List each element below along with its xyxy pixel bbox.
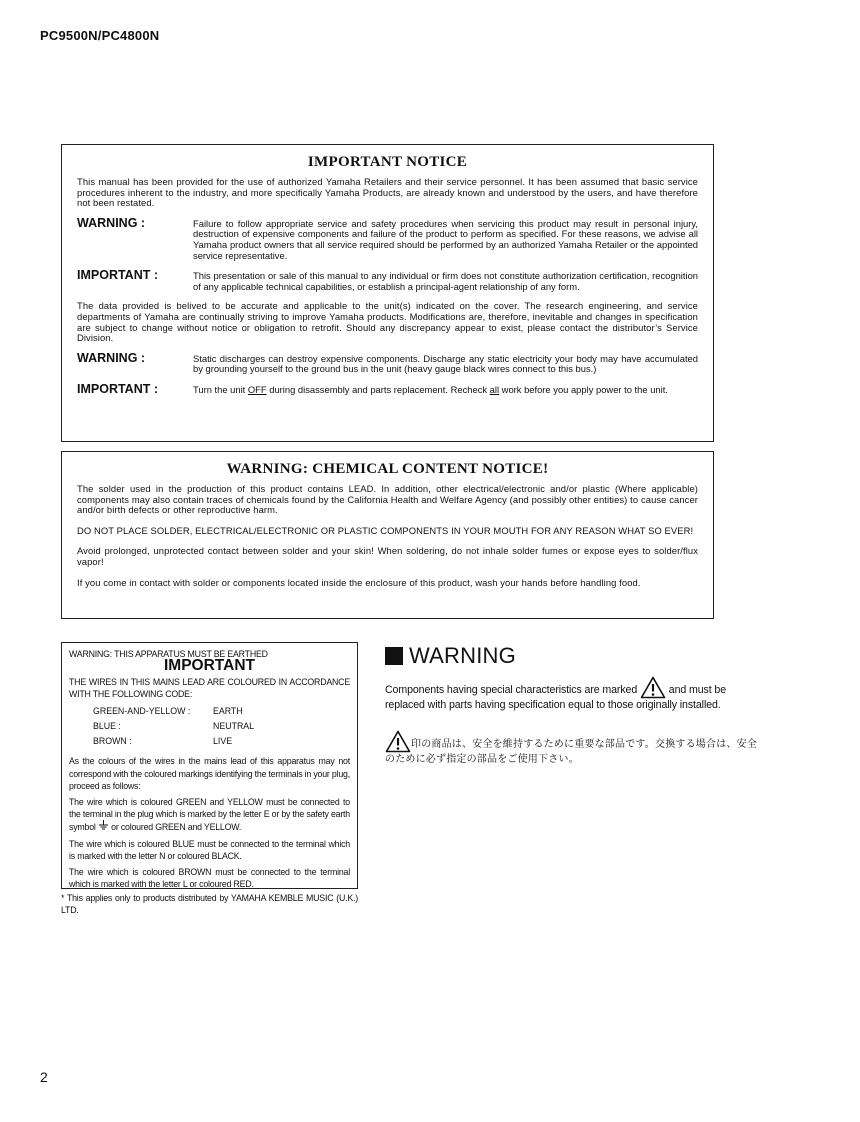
all-word: all <box>489 383 500 395</box>
text-part: during disassembly and parts replacement. Recheck <box>266 383 490 395</box>
earthed-paragraph-4: The wire which is coloured BROWN must be connected to the terminal which is marked with the letter L or coloured RED. <box>69 867 350 890</box>
chemical-paragraph-3: Avoid prolonged, unprotected contact between solder and your skin! When soldering, do not inhale solder fumes or expose eyes to solder/flux vapor! <box>77 545 698 567</box>
notice-intro: This manual has been provided for the use of authorized Yamaha Retailers and their service personnel. It has been assumed that basic service procedures inherent to the industry, and more specifically Yamaha Products, are already known and understood by the users, and have therefore not been restated. <box>77 176 698 209</box>
warning-title: WARNING <box>409 643 516 668</box>
footnote: * This applies only to products distributed by YAMAHA KEMBLE MUSIC (U.K.) LTD. <box>61 893 358 915</box>
chemical-title: WARNING: CHEMICAL CONTENT NOTICE! <box>226 461 549 477</box>
text-part: Components having special characteristics are marked <box>385 684 640 696</box>
special-parts-warning <box>385 644 765 767</box>
warning-label: WARNING : <box>77 215 146 230</box>
earthed-paragraph-2 <box>69 796 350 834</box>
earthed-paragraph-3: The wire which is coloured BLUE must be connected to the terminal which is marked with the letter N or coloured BLACK. <box>69 838 350 861</box>
wire-code-row <box>93 736 350 751</box>
earthed-paragraph-1: As the colours of the wires in the mains lead of this apparatus may not correspond with the coloured markings identifying the terminals in your plug, proceed as follows: <box>69 756 350 791</box>
notice-warning-1 <box>77 217 698 261</box>
warning-text: Failure to follow appropriate service and safety procedures when servicing this product may result in personal injury, destruction of expensive components and failure of the product to perform as specified. For these reasons, we advise all Yamaha product owners that all service required should be performed by an authorized Yamaha Retailer or the appointed service representative. <box>193 217 698 261</box>
wire-meaning: NEUTRAL <box>213 721 255 732</box>
chemical-notice-box <box>61 451 714 619</box>
wire-code-intro: THE WIRES IN THIS MAINS LEAD ARE COLOURED IN ACCORDANCE WITH THE FOLLOWING CODE: <box>69 677 350 700</box>
wire-code-list <box>93 706 350 751</box>
warning-triangle-icon <box>640 676 666 699</box>
notice-warning-2 <box>77 352 698 375</box>
text-part: or coloured GREEN and YELLOW. <box>108 822 242 833</box>
chemical-paragraph-2: DO NOT PLACE SOLDER, ELECTRICAL/ELECTRONIC OR PLASTIC COMPONENTS IN YOUR MOUTH FOR ANY REASON WHAT SO EVER! <box>77 524 694 536</box>
wire-code-row <box>93 706 350 721</box>
earth-ground-icon <box>98 820 109 830</box>
wire-color: BROWN : <box>93 736 132 747</box>
notice-important-2 <box>77 383 698 396</box>
notice-important-1 <box>77 269 698 292</box>
wire-meaning: EARTH <box>213 706 243 717</box>
page-number: 2 <box>40 1069 48 1085</box>
notice-data-paragraph: The data provided is belived to be accurate and applicable to the unit(s) indicated on the cover. The research engineering, and service departments of Yamaha are continually striving to improve Yamaha products. Modifications are, therefore, inevitable and changes in specification are subject to change without notice or obligation to retrofit. Should any discrepancy appear to exist, please contact the distributor’s Service Division. <box>77 300 698 344</box>
warning-japanese-text <box>385 730 765 767</box>
earthed-heading: WARNING: THIS APPARATUS MUST BE EARTHED <box>69 649 268 659</box>
warning-triangle-icon <box>385 730 411 753</box>
off-word: OFF <box>247 383 267 395</box>
important-label: IMPORTANT : <box>77 268 159 283</box>
wire-meaning: LIVE <box>213 736 233 747</box>
text-part: work before you apply power to the unit. <box>499 383 668 395</box>
warning-label: WARNING : <box>77 350 146 365</box>
earthed-warning-box <box>61 642 358 889</box>
warning-text: Static discharges can destroy expensive components. Discharge any static electricity your body may have accumulated by grounding yourself to the ground bus in the unit (heavy gauge black wires connect to this bus.) <box>193 352 698 375</box>
wire-code-row <box>93 721 350 736</box>
chemical-paragraph-1: The solder used in the production of this product contains LEAD. In addition, other electrical/electronic and/or plastic (Where applicable) components may also contain traces of chemicals found by the California Health and Welfare Agency (and possibly other entities) to cause cancer and/or birth defects or other reproductive harm. <box>77 483 698 516</box>
text-part: 印の商品は、安全を維持するために重要な部品です。交換する場合は、安全のために必ず指定の部品をご使用下さい。 <box>385 739 757 765</box>
important-label: IMPORTANT : <box>77 381 159 396</box>
important-text: This presentation or sale of this manual to any individual or firm does not constitute authorization certification, recognition of any applicable technical capabilities, or establish a principal-agent relationship of any form. <box>193 270 698 292</box>
model-header: PC9500N/PC4800N <box>40 28 160 43</box>
wire-color: GREEN-AND-YELLOW : <box>93 706 191 717</box>
wire-color: BLUE : <box>93 721 121 732</box>
text-part: and must be replaced with parts having specification equal to those originally installed. <box>385 684 727 711</box>
warning-english-text <box>385 676 765 712</box>
important-text <box>193 383 698 396</box>
black-square-icon <box>385 647 403 665</box>
text-part: Turn the unit <box>193 383 248 395</box>
important-notice-box <box>61 144 714 442</box>
text-part: The wire which is coloured GREEN and YELLOW must be connected to the terminal in the plug which is marked by the letter E or by the safety earth symbol <box>69 797 350 833</box>
warning-heading <box>385 644 765 668</box>
earthed-important: IMPORTANT <box>164 657 255 674</box>
notice-title: IMPORTANT NOTICE <box>307 154 468 170</box>
chemical-paragraph-4: If you come in contact with solder or components located inside the enclosure of this product, wash your hands before handling food. <box>77 576 641 588</box>
